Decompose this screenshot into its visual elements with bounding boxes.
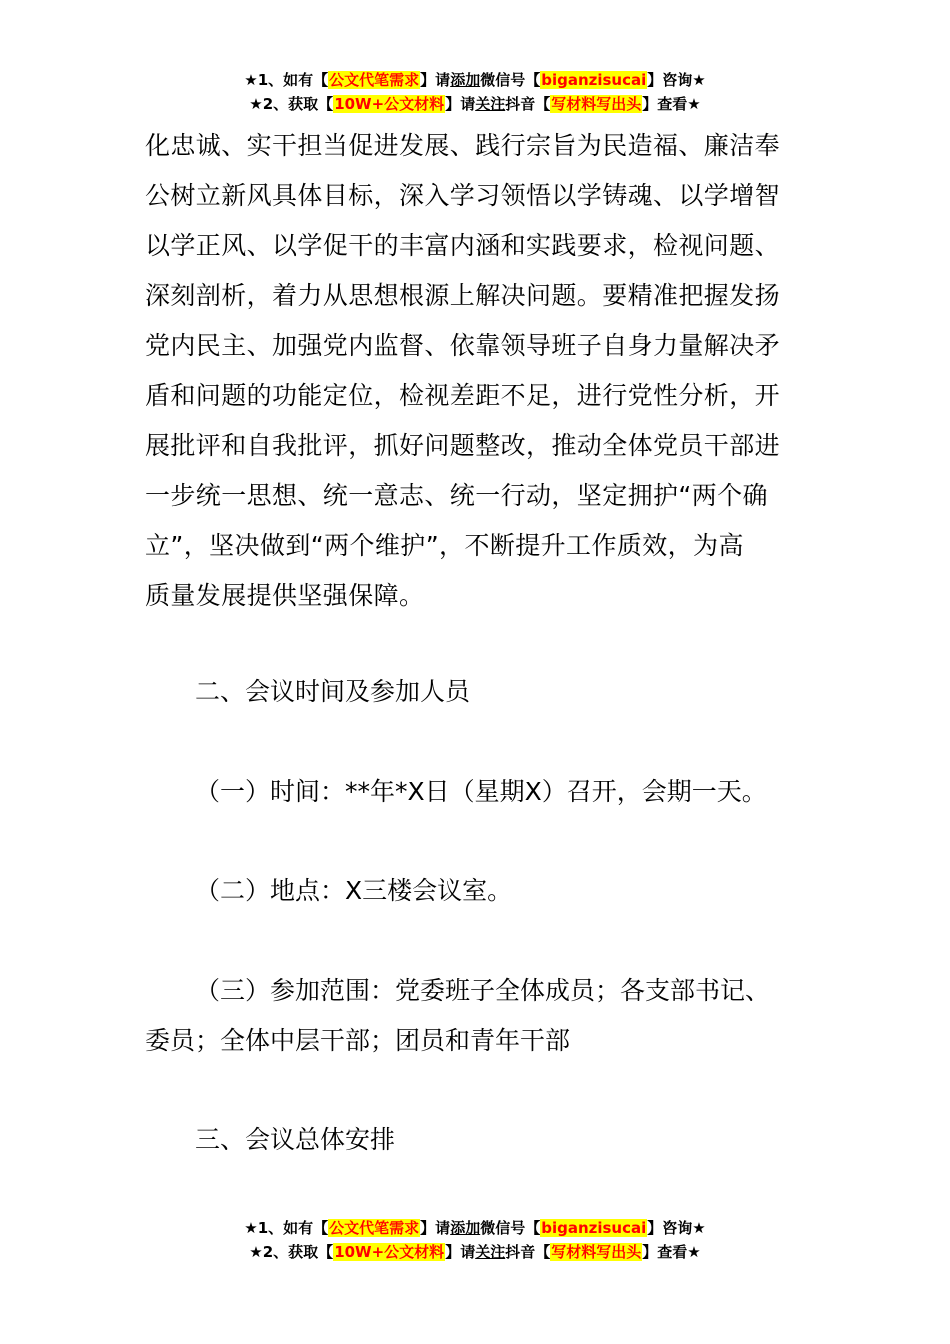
paragraph-objectives <box>145 121 809 621</box>
item-attendance-scope-line2: 委员；全体中层干部；团员和青年干部 <box>145 1026 571 1055</box>
section-heading-overall-arrangement: 三、会议总体安排 <box>195 1125 396 1154</box>
highlight-materials: 10W+公文材料 <box>334 95 445 113</box>
paragraph-line: 盾和问题的功能定位，检视差距不足，进行党性分析，开 <box>145 381 781 410</box>
banner-line-1: ★1、如有【公文代笔需求】请添加微信号【biganzisucai】咨询★ <box>244 1219 706 1237</box>
banner-line-2: ★2、获取【10W+公文材料】请关注抖音【写材料写出头】查看★ <box>249 1243 701 1261</box>
footer-banner <box>0 1216 950 1264</box>
paragraph-line: 立”，坚决做到“两个维护”，不断提升工作质效，为高 <box>145 531 744 560</box>
section-heading-meeting-time-attendees: 二、会议时间及参加人员 <box>195 677 471 706</box>
paragraph-line: 展批评和自我批评，抓好问题整改，推动全体党员干部进 <box>145 431 781 460</box>
highlight-materials: 10W+公文材料 <box>334 1243 445 1261</box>
item-meeting-place: （二）地点：X三楼会议室。 <box>195 876 513 905</box>
highlight-ghostwriting: 公文代笔需求 <box>329 71 420 89</box>
highlight-wechat-id: biganzisucai <box>541 1219 647 1237</box>
paragraph-line: 以学正风、以学促干的丰富内涵和实践要求，检视问题、 <box>145 231 781 260</box>
highlight-douyin-account: 写材料写出头 <box>551 95 642 113</box>
paragraph-line: 党内民主、加强党内监督、依靠领导班子自身力量解决矛 <box>145 331 781 360</box>
banner-line-1: ★1、如有【公文代笔需求】请添加微信号【biganzisucai】咨询★ <box>244 71 706 89</box>
highlight-douyin-account: 写材料写出头 <box>551 1243 642 1261</box>
header-banner <box>0 68 950 116</box>
item-meeting-time: （一）时间：**年*X日（星期X）召开，会期一天。 <box>195 777 767 806</box>
paragraph-line: 深刻剖析，着力从思想根源上解决问题。要精准把握发扬 <box>145 281 781 310</box>
paragraph-line: 一步统一思想、统一意志、统一行动，坚定拥护“两个确 <box>145 481 768 510</box>
paragraph-line: 质量发展提供坚强保障。 <box>145 581 425 610</box>
banner-line-2: ★2、获取【10W+公文材料】请关注抖音【写材料写出头】查看★ <box>249 95 701 113</box>
paragraph-line: 化忠诚、实干担当促进发展、践行宗旨为民造福、廉洁奉 <box>145 131 781 160</box>
item-attendance-scope-line1: （三）参加范围：党委班子全体成员；各支部书记、 <box>195 976 771 1005</box>
paragraph-line: 公树立新风具体目标，深入学习领悟以学铸魂、以学增智 <box>145 181 781 210</box>
highlight-wechat-id: biganzisucai <box>541 71 647 89</box>
highlight-ghostwriting: 公文代笔需求 <box>329 1219 420 1237</box>
